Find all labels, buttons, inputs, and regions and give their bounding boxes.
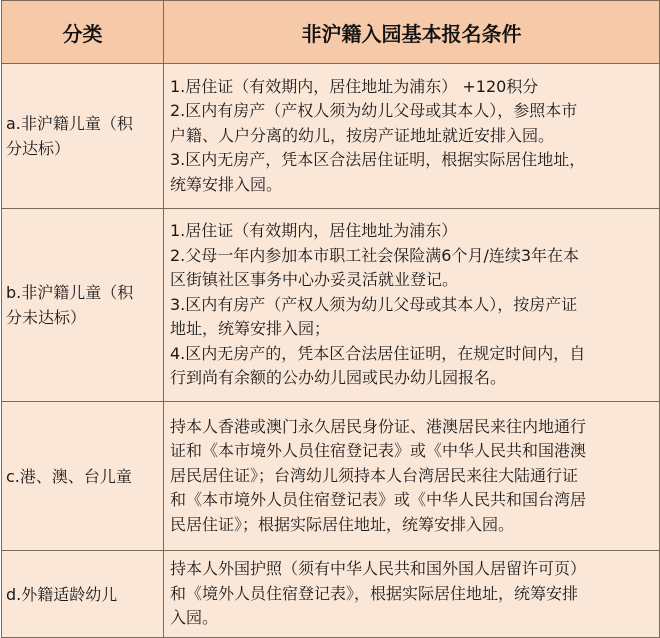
condition-line: 持本人香港或澳门永久居民身份证、港澳居民来往内地通行 — [170, 416, 587, 436]
category-text: b.非沪籍儿童（积 — [6, 283, 134, 302]
condition-line: 4.区内无房产的，凭本区合法居住证明，在规定时间内，自 — [170, 343, 586, 363]
condition-line: 3.区内无房产，凭本区合法居住证明，根据实际居住地址， — [170, 150, 586, 170]
condition-line: 地址，统筹安排入园； — [170, 319, 331, 339]
condition-line: 2.父母一年内参加本市职工社会保险满6个月/连续3年在本 — [170, 245, 580, 265]
condition-line: 民居住证》；根据实际居住地址，统筹安排入园。 — [170, 514, 515, 534]
condition-line: 3.区内有房产（产权人须为幼儿父母或其本人），按房产证 — [170, 294, 578, 314]
table-row — [2, 64, 660, 209]
category-text: c.港、澳、台儿童 — [6, 466, 132, 486]
table-row — [2, 551, 660, 638]
category-cell — [2, 551, 164, 638]
category-cell — [2, 64, 164, 209]
header-category: 分类 — [2, 1, 164, 64]
conditions-cell — [164, 402, 660, 551]
table-row — [2, 209, 660, 402]
condition-line: 户籍、人户分离的幼儿，按房产证地址就近安排入园。 — [170, 125, 555, 145]
header-conditions: 非沪籍入园基本报名条件 — [164, 1, 660, 64]
table-row — [2, 402, 660, 551]
category-text: a.非沪籍儿童（积 — [6, 114, 133, 133]
conditions-cell — [164, 551, 660, 638]
conditions-cell — [164, 64, 660, 209]
category-text: 分未达标） — [6, 308, 87, 327]
condition-line: 持本人外国护照（须有中华人民共和国外国人居留许可页） — [170, 559, 587, 579]
condition-line: 入园。 — [170, 608, 219, 628]
category-text: d.外籍适龄幼儿 — [6, 584, 118, 604]
condition-line: 1.居住证（有效期内，居住地址为浦东） — [170, 221, 458, 241]
category-cell — [2, 209, 164, 402]
condition-line: 2.区内有房产（产权人须为幼儿父母或其本人），参照本市 — [170, 101, 578, 121]
condition-line: 区街镇社区事务中心办妥灵活就业登记。 — [170, 270, 459, 290]
condition-line: 和《境外人员住宿登记表》，根据实际居住地址，统筹安排 — [170, 583, 579, 603]
table-header-row — [2, 1, 660, 64]
condition-line: 居民居住证》；台湾幼儿须持本人台湾居民来往大陆通行证 — [170, 465, 579, 485]
conditions-cell — [164, 209, 660, 402]
category-text: 分达标） — [6, 139, 71, 158]
condition-line: 行到尚有余额的公办幼儿园或民办幼儿园报名。 — [170, 368, 507, 388]
enrollment-conditions-table — [1, 0, 660, 638]
condition-line: 1.居住证（有效期内，居住地址为浦东） +120积分 — [170, 76, 539, 96]
category-cell — [2, 402, 164, 551]
condition-line: 和《本市境外人员住宿登记表》或《中华人民共和国台湾居 — [170, 490, 587, 510]
condition-line: 统筹安排入园。 — [170, 174, 283, 194]
condition-line: 证和《本市境外人员住宿登记表》或《中华人民共和国港澳 — [170, 441, 587, 461]
